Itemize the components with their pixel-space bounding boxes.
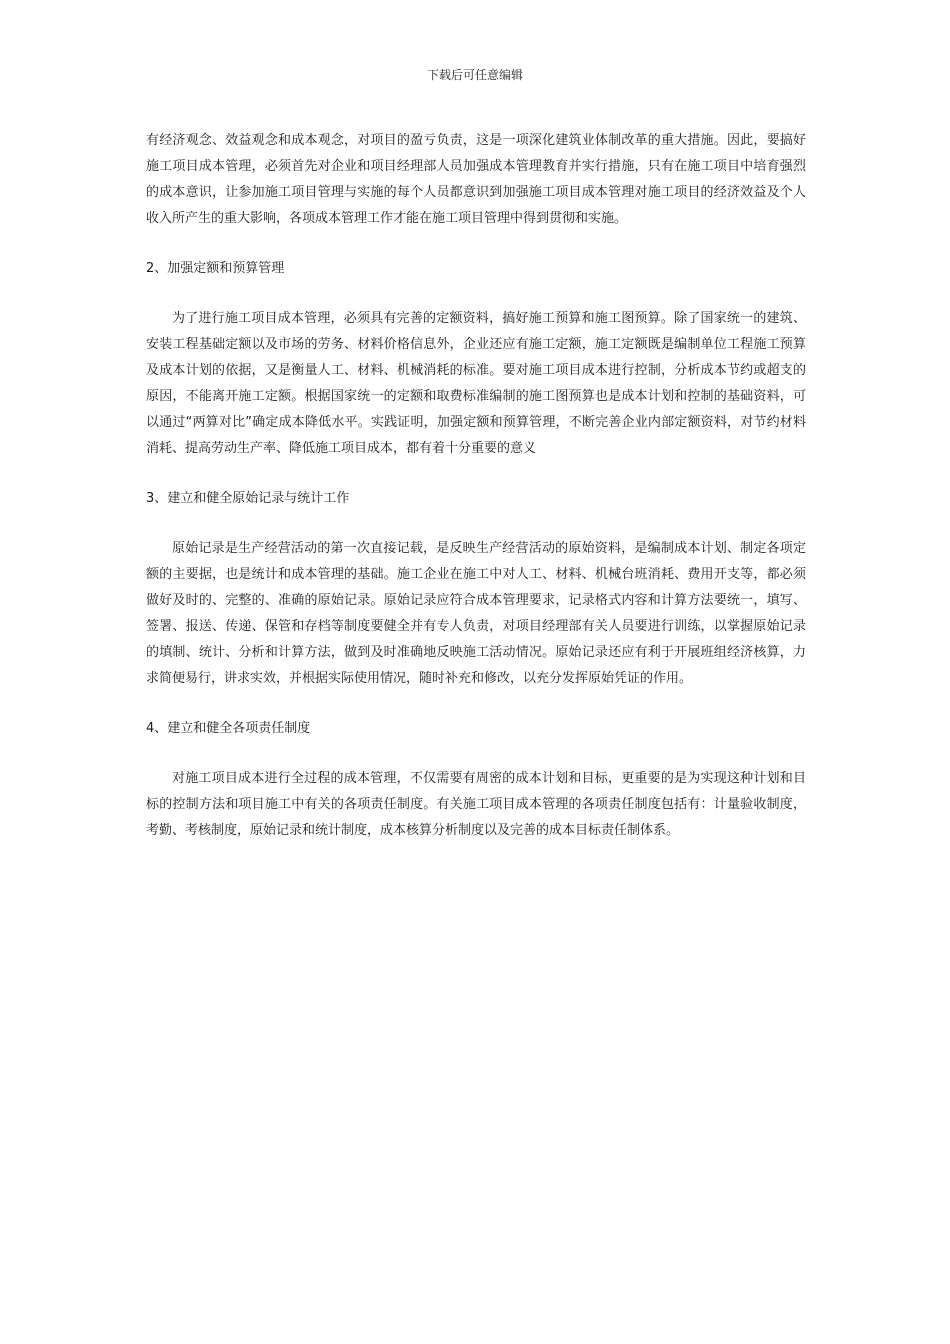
section-heading-2: 2、加强定额和预算管理 [146, 261, 285, 276]
section-paragraph-4: 对施工项目成本进行全过程的成本管理，不仅需要有周密的成本计划和目标，更重要的是为实现这种计划和目标的控制方法和项目施工中有关的各项责任制度。有关施工项目成本管理的各项责任制度包括有：计量验收制度，考勤、考核制度，原始记录和统计制度，成本核算分析制度以及完善的成本目标责任制体系。 [146, 771, 806, 838]
section-paragraph-2: 为了进行施工项目成本管理，必须具有完善的定额资料，搞好施工预算和施工图预算。除了国家统一的建筑、安装工程基础定额以及市场的劳务、材料价格信息外，企业还应有施工定额，施工定额既是编制单位工程施工预算及成本计划的依据，又是衡量人工、材料、机械消耗的标准。要对施工项目成本进行控制，分析成本节约或超支的原因，不能离开施工定额。根据国家统一的定额和取费标准编制的施工图预算也是成本计划和控制的基础资料，可以通过“两算对比”确定成本降低水平。实践证明，加强定额和预算管理，不断完善企业内部定额资料，对节约材料消耗、提高劳动生产率、降低施工项目成本，都有着十分重要的意义 [146, 311, 806, 456]
page-header: 下载后可任意编辑 [426, 68, 523, 82]
section-paragraph-3: 原始记录是生产经营活动的第一次直接记载，是反映生产经营活动的原始资料，是编制成本计划、制定各项定额的主要据，也是统计和成本管理的基础。施工企业在施工中对人工、材料、机械台班消耗、费用开支等，都必须做好及时的、完整的、准确的原始记录。原始记录应符合成本管理要求，记录格式内容和计算方法要统一，填写、签署、报送、传递、保管和存档等制度要健全并有专人负责，对项目经理部有关人员要进行训练，以掌握原始记录的填制、统计、分析和计算方法，做到及时准确地反映施工活动情况。原始记录还应有利于开展班组经济核算，力求简便易行，讲求实效，并根据实际使用情况，随时补充和修改，以充分发挥原始凭证的作用。 [146, 541, 806, 686]
section-heading-3: 3、建立和健全原始记录与统计工作 [146, 491, 350, 506]
intro-paragraph: 有经济观念、效益观念和成本观念，对项目的盈亏负责，这是一项深化建筑业体制改革的重大措施。因此，要搞好施工项目成本管理，必须首先对企业和项目经理部人员加强成本管理教育并实行措施，只有在施工项目中培育强烈的成本意识，让参加施工项目管理与实施的每个人员都意识到加强施工项目成本管理对施工项目的经济效益及个人收入所产生的重大影响，各项成本管理工作才能在施工项目管理中得到贯彻和实施。 [146, 133, 806, 226]
document-body [146, 128, 806, 844]
section-heading-4: 4、建立和健全各项责任制度 [146, 721, 311, 736]
